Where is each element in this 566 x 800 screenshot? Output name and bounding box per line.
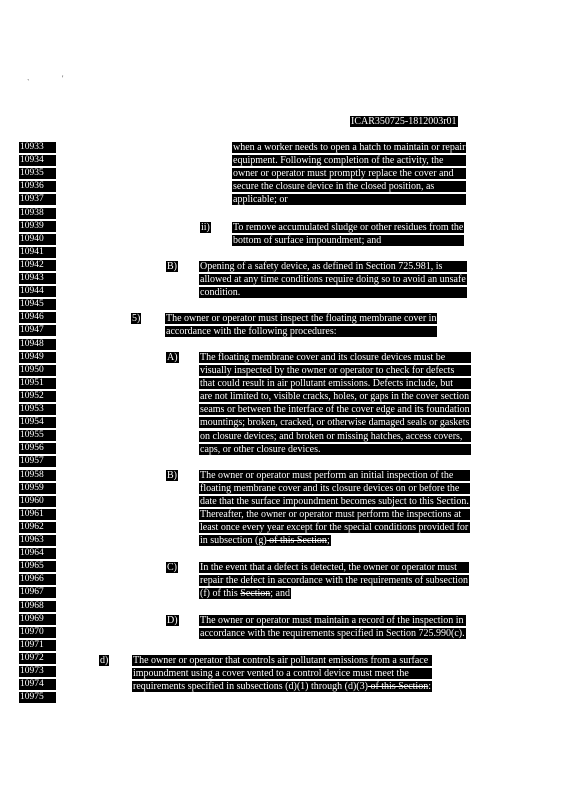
line-number: 10933 — [19, 142, 56, 153]
text-line: owner or operator must promptly replace the cover and — [232, 168, 466, 179]
text-line: visually inspected by the owner or operator to check for defects — [199, 365, 471, 376]
text-line: that could result in air pollutant emissions. Defects include, but — [199, 378, 471, 389]
line-number: 10971 — [19, 640, 56, 651]
line-number: 10959 — [19, 483, 56, 494]
line-number: 10969 — [19, 614, 56, 625]
text-line: The owner or operator must perform an initial inspection of the — [199, 470, 470, 481]
text-line: seams or between the interface of the cover edge and its foundation — [200, 404, 470, 416]
text-fragment: ; — [326, 535, 330, 547]
text-line: The owner or operator must maintain a record of the inspection in — [199, 615, 466, 626]
line-number: 10965 — [19, 561, 56, 572]
text-line: repair the defect in accordance with the requirements of subsection — [200, 575, 468, 587]
text-line: date that the surface impoundment becomes subject to this Section. — [200, 496, 469, 508]
line-number: 10973 — [19, 666, 56, 677]
line-number: 10960 — [19, 496, 56, 507]
text-line: bottom of surface impoundment; and — [232, 235, 464, 246]
subsection-label-B: B) — [167, 261, 177, 272]
text-line: Opening of a safety device, as defined in Section 725.981, is — [199, 261, 467, 272]
line-number: 10951 — [19, 378, 56, 389]
text-line: floating membrane cover and its closure devices on or before the — [199, 483, 470, 494]
text-line: mountings; broken, cracked, or otherwise damaged seals or gaskets — [200, 417, 470, 429]
text-line: on closure devices; and broken or missing hatches, access covers, — [199, 431, 471, 442]
subsection-ii-text — [232, 222, 464, 248]
line-number: 10940 — [19, 234, 56, 245]
text-line: To remove accumulated sludge or other residues from the — [233, 222, 464, 233]
line-number: 10954 — [19, 417, 56, 428]
text-fragment: in subsection (g) — [200, 535, 267, 547]
text-line: are not limited to, visible cracks, holes, or gaps in the cover section — [200, 391, 470, 403]
text-line — [199, 588, 291, 599]
line-number: 10947 — [19, 325, 56, 336]
document-id: ICAR350725-1812003r01 — [351, 116, 457, 127]
text-line: Thereafter, the owner or operator must perform the inspections at — [199, 509, 470, 520]
line-number: 10948 — [19, 339, 56, 350]
text-line: accordance with the following procedures: — [165, 326, 437, 337]
line-number: 10946 — [19, 312, 56, 323]
line-number: 10963 — [19, 535, 56, 546]
subsection-B-text — [199, 261, 467, 300]
paragraph-continuation — [232, 142, 466, 207]
text-line: The owner or operator must inspect the floating membrane cover in — [166, 313, 437, 324]
line-number: 10944 — [19, 286, 56, 297]
scan-speck: ' — [62, 74, 64, 83]
line-number: 10966 — [19, 574, 56, 585]
line-number: 10952 — [19, 391, 56, 402]
subsection-B-text — [199, 470, 470, 549]
text-line: least once every year except for the special conditions provided for — [200, 522, 469, 534]
line-number: 10958 — [19, 470, 56, 481]
subsection-label-A: A) — [167, 352, 178, 363]
line-number: 10945 — [19, 299, 56, 310]
text-line: applicable; or — [232, 194, 466, 205]
struck-text: of this Section — [367, 681, 429, 693]
subsection-label-C: C) — [167, 562, 177, 573]
line-number: 10964 — [19, 548, 56, 559]
line-number: 10968 — [19, 601, 56, 612]
text-line: condition. — [199, 287, 467, 298]
text-line: In the event that a defect is detected, the owner or operator must — [199, 562, 469, 573]
subsection-label-D: D) — [167, 615, 178, 626]
subsection-5-text — [165, 313, 437, 339]
text-fragment: : — [428, 681, 431, 693]
subsection-A-text — [199, 352, 471, 457]
line-number: 10950 — [19, 365, 56, 376]
text-line: The floating membrane cover and its closure devices must be — [199, 352, 471, 363]
text-fragment: (f) of this — [200, 588, 241, 600]
text-fragment: requirements specified in subsections (d)(1) through (d)(3) — [133, 681, 368, 693]
line-number: 10975 — [19, 692, 56, 703]
line-number: 10956 — [19, 443, 56, 454]
line-number: 10936 — [19, 181, 56, 192]
subsection-label-5: 5) — [132, 313, 141, 324]
subsection-label-ii: ii) — [201, 222, 210, 233]
scan-speck: ` — [27, 78, 30, 87]
text-line: accordance with the requirements specified in Section 725.990(c). — [200, 628, 465, 640]
text-line: equipment. Following completion of the activity, the — [232, 155, 466, 166]
line-number: 10938 — [19, 208, 56, 219]
subsection-C-text — [199, 562, 469, 601]
text-line: The owner or operator that controls air pollutant emissions from a surface — [132, 655, 432, 666]
line-number: 10962 — [19, 522, 56, 533]
line-number: 10942 — [19, 260, 56, 271]
text-line: caps, or other closure devices. — [199, 444, 471, 455]
line-number: 10949 — [19, 352, 56, 363]
text-line — [199, 535, 331, 546]
struck-text: Section — [240, 588, 271, 600]
line-number: 10955 — [19, 430, 56, 441]
line-number: 10970 — [19, 627, 56, 638]
subsection-label-d: d) — [100, 655, 109, 666]
line-number: 10935 — [19, 168, 56, 179]
line-number: 10934 — [19, 155, 56, 166]
line-number: 10941 — [19, 247, 56, 258]
line-number: 10961 — [19, 509, 56, 520]
line-number: 10972 — [19, 653, 56, 664]
text-line: impoundment using a cover vented to a control device must meet the — [132, 668, 432, 679]
line-number: 10937 — [19, 194, 56, 205]
line-number: 10974 — [19, 679, 56, 690]
subsection-D-text — [199, 615, 466, 641]
text-line — [132, 681, 432, 692]
line-number: 10967 — [19, 587, 56, 598]
line-number: 10939 — [19, 221, 56, 232]
struck-text: of this Section — [266, 535, 327, 547]
text-line: when a worker needs to open a hatch to maintain or repair — [233, 142, 466, 153]
subsection-d-text — [132, 655, 432, 694]
line-number: 10953 — [19, 404, 56, 415]
subsection-label-B: B) — [167, 470, 177, 481]
line-number: 10957 — [19, 456, 56, 467]
line-number: 10943 — [19, 273, 56, 284]
text-line: allowed at any time conditions require doing so to avoid an unsafe — [200, 274, 466, 286]
text-line: secure the closure device in the closed position, as — [232, 181, 466, 192]
text-fragment: ; and — [270, 588, 290, 600]
